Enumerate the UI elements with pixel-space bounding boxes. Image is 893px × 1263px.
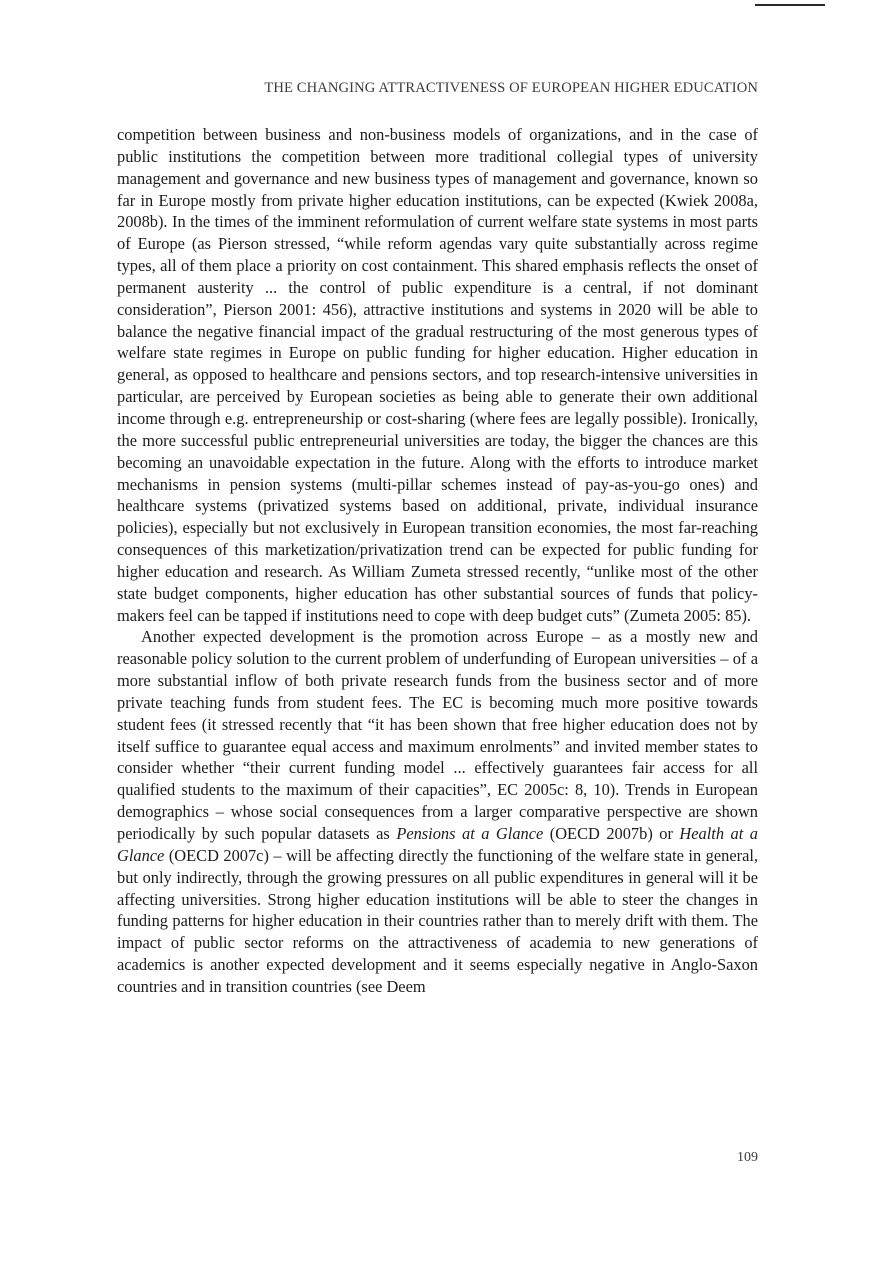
paragraph-1: competition between business and non-business models of organizations, and in the case of public institutions the competition between more traditional collegial types of university management and governance and new business types of management and governance, known so far in Europe mostly from private higher education institutions, can be expected (Kwiek 2008a, 2008b). In the times of the imminent reformulation of current welfare state systems in most parts of Europe (as Pierson stressed, “while reform agendas vary quite substantially across regime types, all of them place a priority on cost containment. This shared emphasis reflects the onset of permanent austerity ... the control of public expenditure is a central, if not dominant consideration”, Pierson 2001: 456), attractive institutions and systems in 2020 will be able to balance the negative financial impact of the gradual restructuring of the most generous types of welfare state regimes in Europe on public funding for higher education. Higher education in general, as opposed to healthcare and pensions sectors, and top research-intensive universities in particular, are perceived by European societies as being able to generate their own additional income through e.g. entrepreneurship or cost-sharing (where fees are legally possible). Ironically, the more successful public entrepreneurial universities are today, the bigger the chances are this becoming an unavoidable expectation in the future. Along with the efforts to introduce market mechanisms in pension systems (multi-pillar schemes instead of pay-as-you-go ones) and healthcare systems (privatized systems based on additional, private, individual insurance policies), especially but not exclusively in European transition economies, the most far-reaching consequences of this marketization/privatization trend can be expected for public funding for higher education and research. As William Zumeta stressed recently, “unlike most of the other state budget components, higher education has other substantial sources of funds that policy-makers feel can be tapped if institutions need to cope with deep budget cuts” (Zumeta 2005: 85).	[117, 125, 758, 625]
page-number: 109	[737, 1150, 758, 1165]
paragraph-2	[117, 626, 758, 997]
title-pensions-at-a-glance: Pensions at a Glance	[396, 824, 544, 843]
title-health-at-a-glance: Health at a Glance	[117, 824, 758, 865]
paragraph-2-part-2: (OECD 2007b) or	[543, 824, 680, 843]
paragraph-2-part-1: Another expected development is the promotion across Europe – as a mostly new and reasonable policy solution to the current problem of underfunding of European universities – of a more substantial inflow of both private research funds from the business sector and of more private teaching funds from student fees. The EC is becoming much more positive towards student fees (it stressed recently that “it has been shown that free higher education does not by itself suffice to guarantee equal access and maximum enrolments” and invited member states to consider whether “their current funding model ... effectively guarantees fair access for all qualified students to the maximum of their capacities”, EC 2005c: 8, 10). Trends in European demographics – whose social consequences from a larger comparative perspective are shown periodically by such popular datasets as	[117, 627, 758, 843]
body-text	[117, 124, 758, 998]
paragraph-2-part-3: (OECD 2007c) – will be affecting directly the functioning of the welfare state in general, but only indirectly, through the growing pressures on all public expenditures in general will it be affecting universities. Strong higher education institutions will be able to steer the changes in funding patterns for higher education in their countries rather than to merely drift with them. The impact of public sector reforms on the attractiveness of academia to new generations of academics is another expected development and it seems especially negative in Anglo-Saxon countries and in transition countries (see Deem	[117, 845, 758, 996]
top-rule	[755, 4, 825, 6]
running-head: THE CHANGING ATTRACTIVENESS OF EUROPEAN HIGHER EDUCATION	[264, 80, 758, 96]
